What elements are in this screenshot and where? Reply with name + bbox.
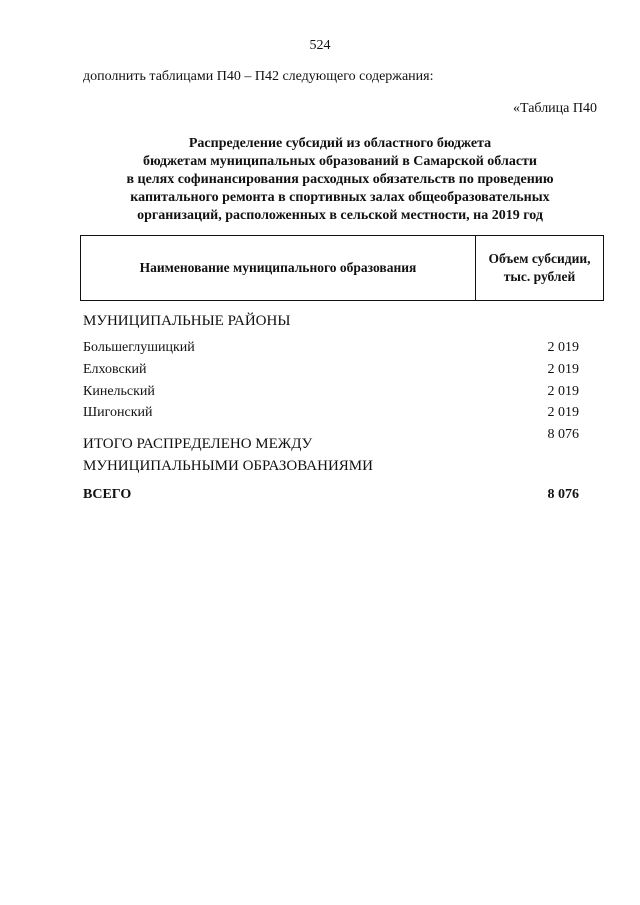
title-line: организаций, расположенных в сельской местности, на 2019 год: [137, 208, 543, 223]
table-row: [83, 405, 603, 421]
row-value: 2 019: [547, 384, 579, 399]
table-header: [80, 235, 604, 301]
table-reference: «Таблица П40: [513, 101, 597, 116]
title-line: капитального ремонта в спортивных залах общеобразовательных: [130, 190, 550, 205]
grand-total-label: ВСЕГО: [83, 487, 132, 502]
row-name: Елховский: [83, 362, 147, 377]
document-title: [60, 135, 620, 225]
table-row: [83, 384, 603, 400]
row-value: 2 019: [547, 405, 579, 420]
title-line: Распределение субсидий из областного бюджета: [188, 136, 492, 151]
header-subsidy-line2: тыс. рублей: [503, 269, 576, 284]
row-name: Шигонский: [83, 405, 153, 420]
row-name: Кинельский: [83, 384, 155, 399]
title-line: в целях софинансирования расходных обязательств по проведению: [126, 172, 554, 187]
header-municipality-name: Наименование муниципального образования: [81, 236, 476, 300]
total-label-line2: МУНИЦИПАЛЬНЫМИ ОБРАЗОВАНИЯМИ: [83, 458, 373, 474]
intro-text: дополнить таблицами П40 – П42 следующего содержания:: [83, 69, 434, 84]
section-heading: МУНИЦИПАЛЬНЫЕ РАЙОНЫ: [83, 313, 291, 329]
header-subsidy-line1: Объем субсидии,: [488, 251, 591, 266]
row-value: 2 019: [547, 340, 579, 355]
grand-total-value: 8 076: [547, 487, 579, 502]
row-name: Большеглушицкий: [83, 340, 195, 355]
total-label: [83, 433, 373, 477]
page-number: 524: [309, 38, 331, 53]
total-value: 8 076: [547, 427, 579, 442]
row-value: 2 019: [547, 362, 579, 377]
table-row: [83, 362, 603, 378]
header-subsidy-amount: [476, 236, 603, 300]
total-label-line1: ИТОГО РАСПРЕДЕЛЕНО МЕЖДУ: [83, 436, 313, 452]
title-line: бюджетам муниципальных образований в Самарской области: [143, 154, 537, 169]
table-row: [83, 340, 603, 356]
